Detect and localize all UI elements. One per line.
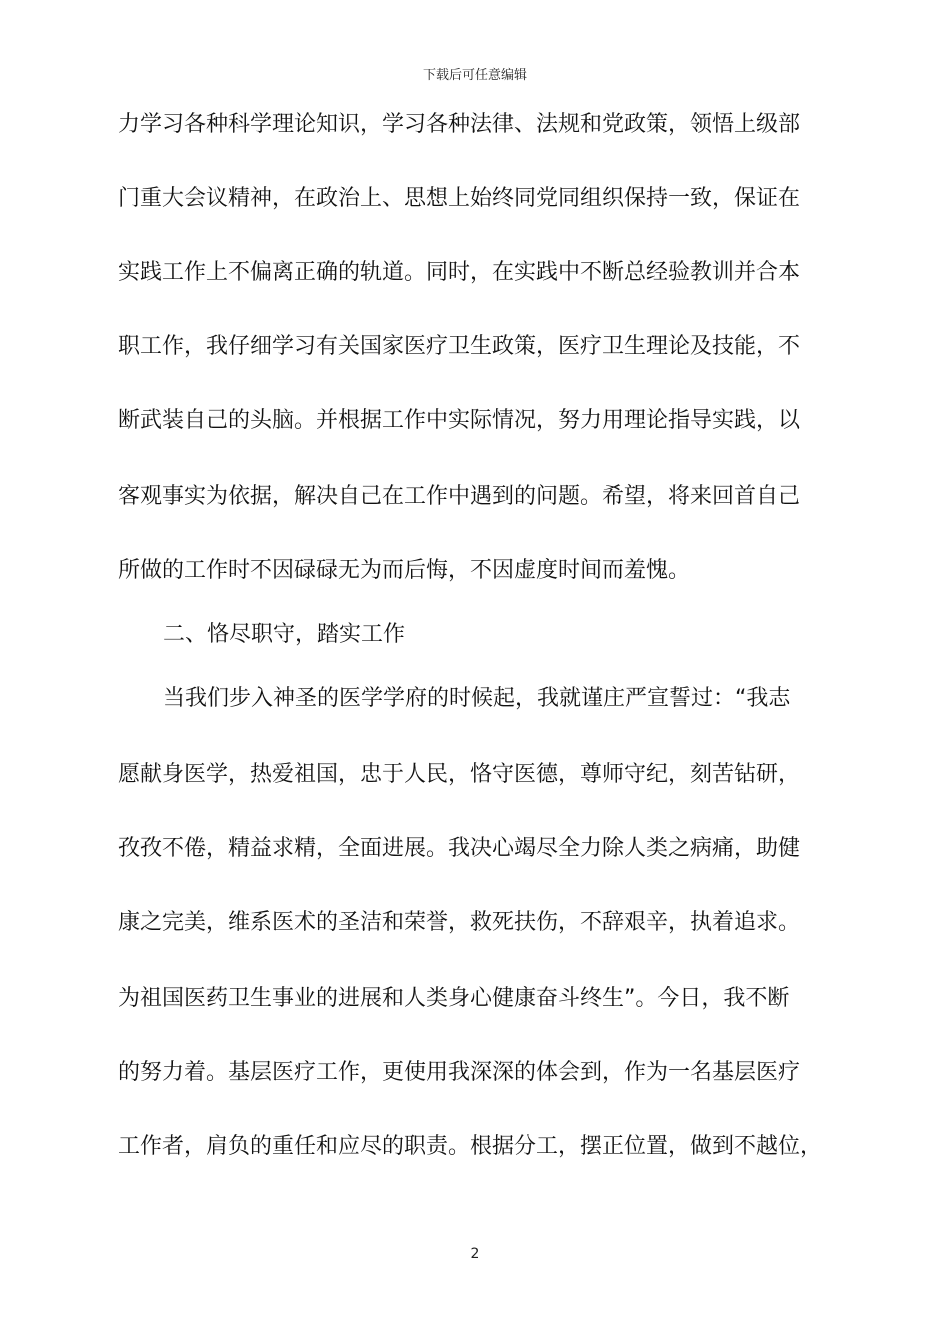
body-line-4: 职工作，我仔细学习有关国家医疗卫生政策，医疗卫生理论及技能，不 bbox=[118, 334, 801, 359]
body-line-15: 工作者，肩负的重任和应尽的职责。根据分工，摆正位置，做到不越位， bbox=[118, 1134, 823, 1159]
body-line-12: 康之完美，维系医术的圣洁和荣誉，救死扶伤，不辞艰辛，执着追求。 bbox=[118, 910, 801, 935]
body-line-13: 为祖国医药卫生事业的进展和人类身心健康奋斗终生”。今日，我不断 bbox=[118, 986, 790, 1011]
body-line-14: 的努力着。基层医疗工作，更使用我深深的体会到，作为一名基层医疗 bbox=[118, 1060, 801, 1085]
body-line-9: 当我们步入神圣的医学学府的时候起，我就谨庄严宣誓过：“我志 bbox=[163, 686, 791, 711]
section-heading: 二、恪尽职守，踏实工作 bbox=[163, 622, 406, 647]
page-header: 下载后可任意编辑 bbox=[422, 68, 527, 83]
body-line-2: 门重大会议精神，在政治上、思想上始终同党同组织保持一致，保证在 bbox=[118, 186, 801, 211]
body-line-7: 所做的工作时不因碌碌无为而后悔，不因虚度时间而羞愧。 bbox=[118, 558, 691, 583]
page-number: 2 bbox=[470, 1246, 480, 1262]
body-line-1: 力学习各种科学理论知识，学习各种法律、法规和党政策，领悟上级部 bbox=[118, 112, 801, 137]
body-line-10: 愿献身医学，热爱祖国，忠于人民，恪守医德，尊师守纪，刻苦钻研， bbox=[118, 762, 801, 787]
body-line-11: 孜孜不倦，精益求精，全面进展。我决心竭尽全力除人类之病痛，助健 bbox=[118, 836, 801, 861]
body-line-3: 实践工作上不偏离正确的轨道。同时，在实践中不断总经验教训并合本 bbox=[118, 260, 801, 285]
body-line-5: 断武装自己的头脑。并根据工作中实际情况，努力用理论指导实践，以 bbox=[118, 408, 801, 433]
body-line-6: 客观事实为依据，解决自己在工作中遇到的问题。希望，将来回首自己 bbox=[118, 484, 801, 509]
